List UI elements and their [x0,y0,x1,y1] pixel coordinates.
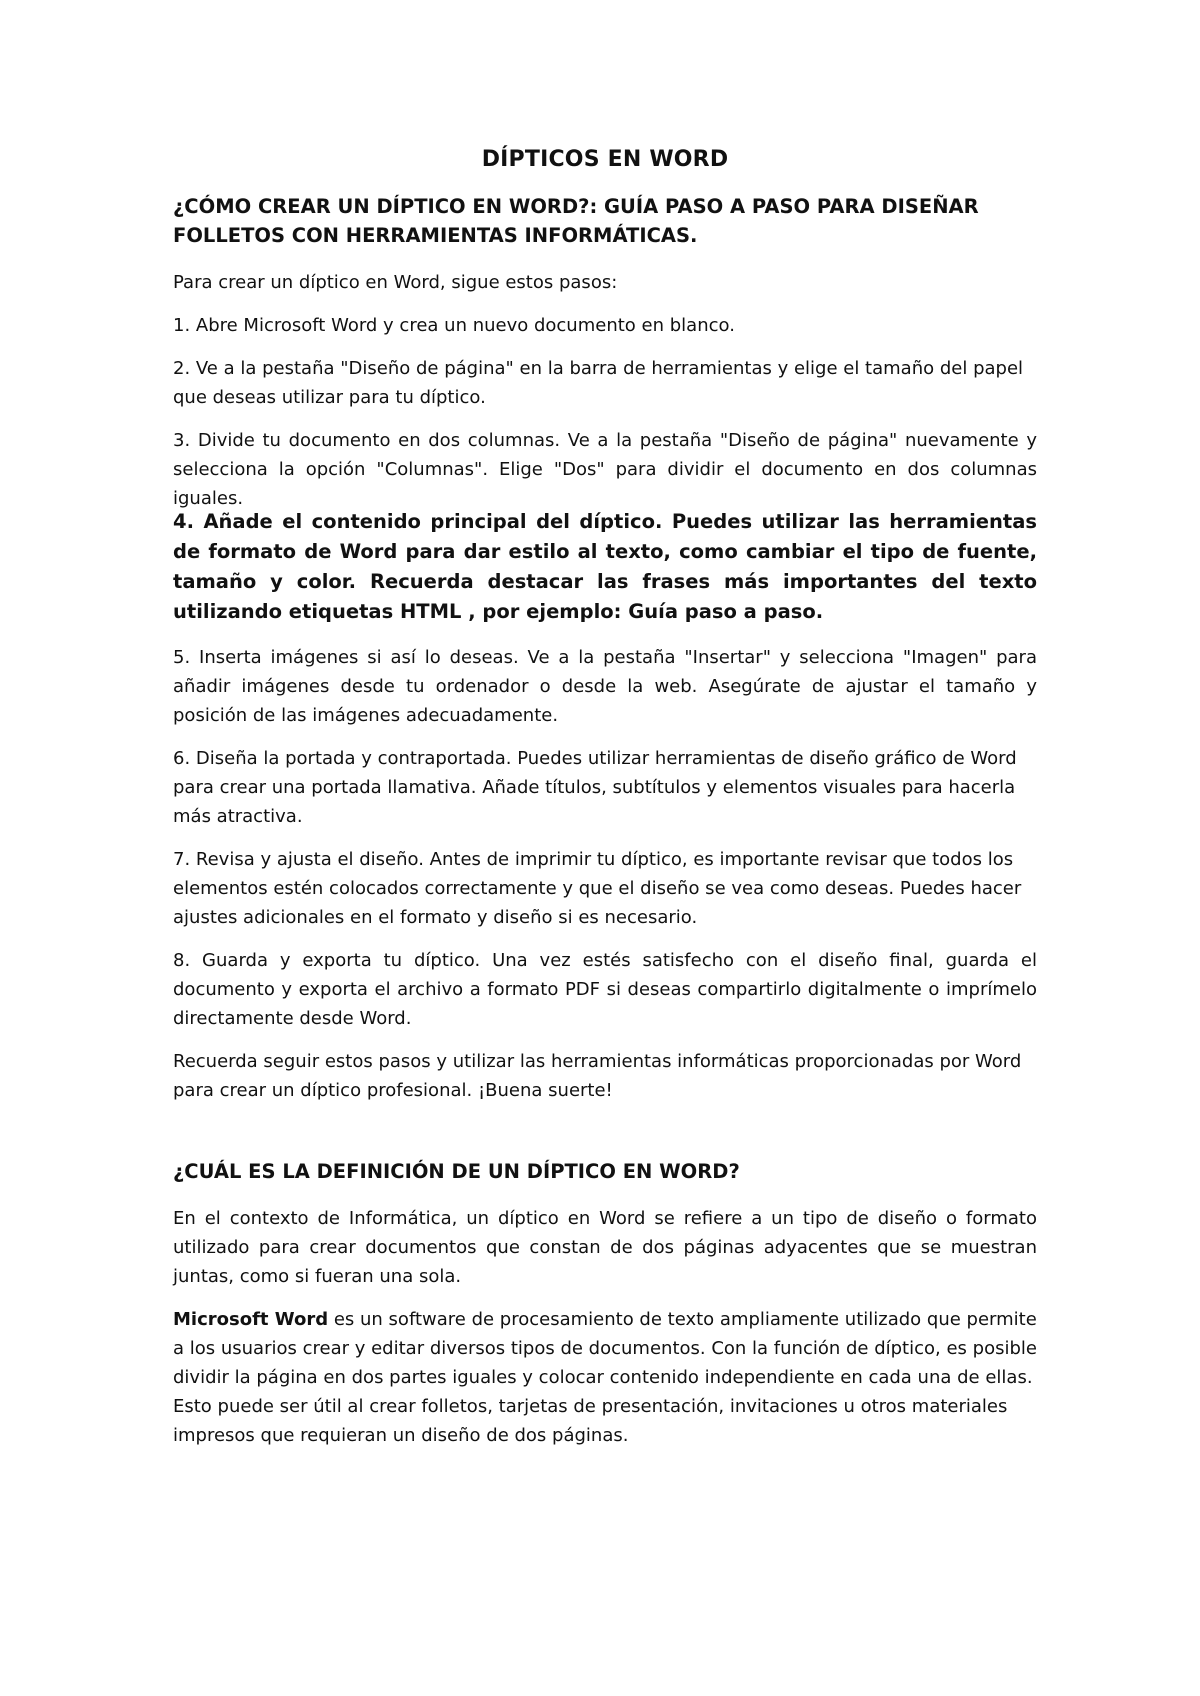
definition-paragraph: En el contexto de Informática, un díptico en Word se refiere a un tipo de diseño o formato utilizado para crear documentos que constan de dos páginas adyacentes que se muestran juntas, como si fueran una sola. [173,1208,1037,1287]
step-5: 5. Inserta imágenes si así lo deseas. Ve a la pestaña "Insertar" y selecciona "Imagen" para añadir imágenes desde tu ordenador o desde la web. Asegúrate de ajustar el tamaño y posición de las imágenes adecuadamente. [173,647,1037,726]
step-7: 7. Revisa y ajusta el diseño. Antes de imprimir tu díptico, es importante revisar que todos los elementos estén colocados correctamente y que el diseño se vea como deseas. Puedes hacer ajustes adicionales en el formato y diseño si es necesario. [173,849,1022,928]
step-6: 6. Diseña la portada y contraportada. Puedes utilizar herramientas de diseño gráfico de Word para crear una portada llamativa. Añade títulos, subtítulos y elementos visuales para hacerla más atractiva. [173,748,1017,827]
section-heading-how-to: ¿CÓMO CREAR UN DÍPTICO EN WORD?: GUÍA PASO A PASO PARA DISEÑAR FOLLETOS CON HERRAMIENTAS INFORMÁTICAS. [173,195,979,247]
section-heading-definition: ¿CUÁL ES LA DEFINICIÓN DE UN DÍPTICO EN WORD? [173,1160,740,1183]
step-8: 8. Guarda y exporta tu díptico. Una vez estés satisfecho con el diseño final, guarda el documento y exporta el archivo a formato PDF si deseas compartirlo digitalmente o imprímelo directamente desde Word. [173,950,1037,1029]
closing-paragraph: Recuerda seguir estos pasos y utilizar las herramientas informáticas proporcionadas por Word para crear un díptico profesional. ¡Buena suerte! [173,1051,1022,1101]
microsoft-word-bold: Microsoft Word [173,1309,329,1330]
step-1: 1. Abre Microsoft Word y crea un nuevo documento en blanco. [173,315,735,336]
step-4: 4. Añade el contenido principal del díptico. Puedes utilizar las herramientas de formato de Word para dar estilo al texto, como cambiar el tipo de fuente, tamaño y color. Recuerda destacar las frases más importantes del texto utilizando etiquetas HTML , por ejemplo: Guía paso a paso. [173,510,1037,623]
microsoft-word-description: es un software de procesamiento de texto ampliamente utilizado que permite a los usuarios crear y editar diversos tipos de documentos. Con la función de díptico, es posible dividir la página en dos partes iguales y colocar contenido independiente en cada una de ellas. Esto puede ser útil al crear folletos, tarjetas de presentación, invitaciones u otros materiales impresos que requieran un diseño de dos páginas. [173,1309,1037,1446]
step-3: 3. Divide tu documento en dos columnas. Ve a la pestaña "Diseño de página" nuevamente y selecciona la opción "Columnas". Elige "Dos" para dividir el documento en dos columnas iguales. [173,430,1037,509]
microsoft-word-paragraph [173,1305,1037,1450]
step-2: 2. Ve a la pestaña "Diseño de página" en la barra de herramientas y elige el tamaño del papel que deseas utilizar para tu díptico. [173,358,1024,408]
document-title: DÍPTICOS EN WORD [481,147,729,172]
document-page [173,146,1037,1464]
intro-paragraph: Para crear un díptico en Word, sigue estos pasos: [173,272,618,293]
